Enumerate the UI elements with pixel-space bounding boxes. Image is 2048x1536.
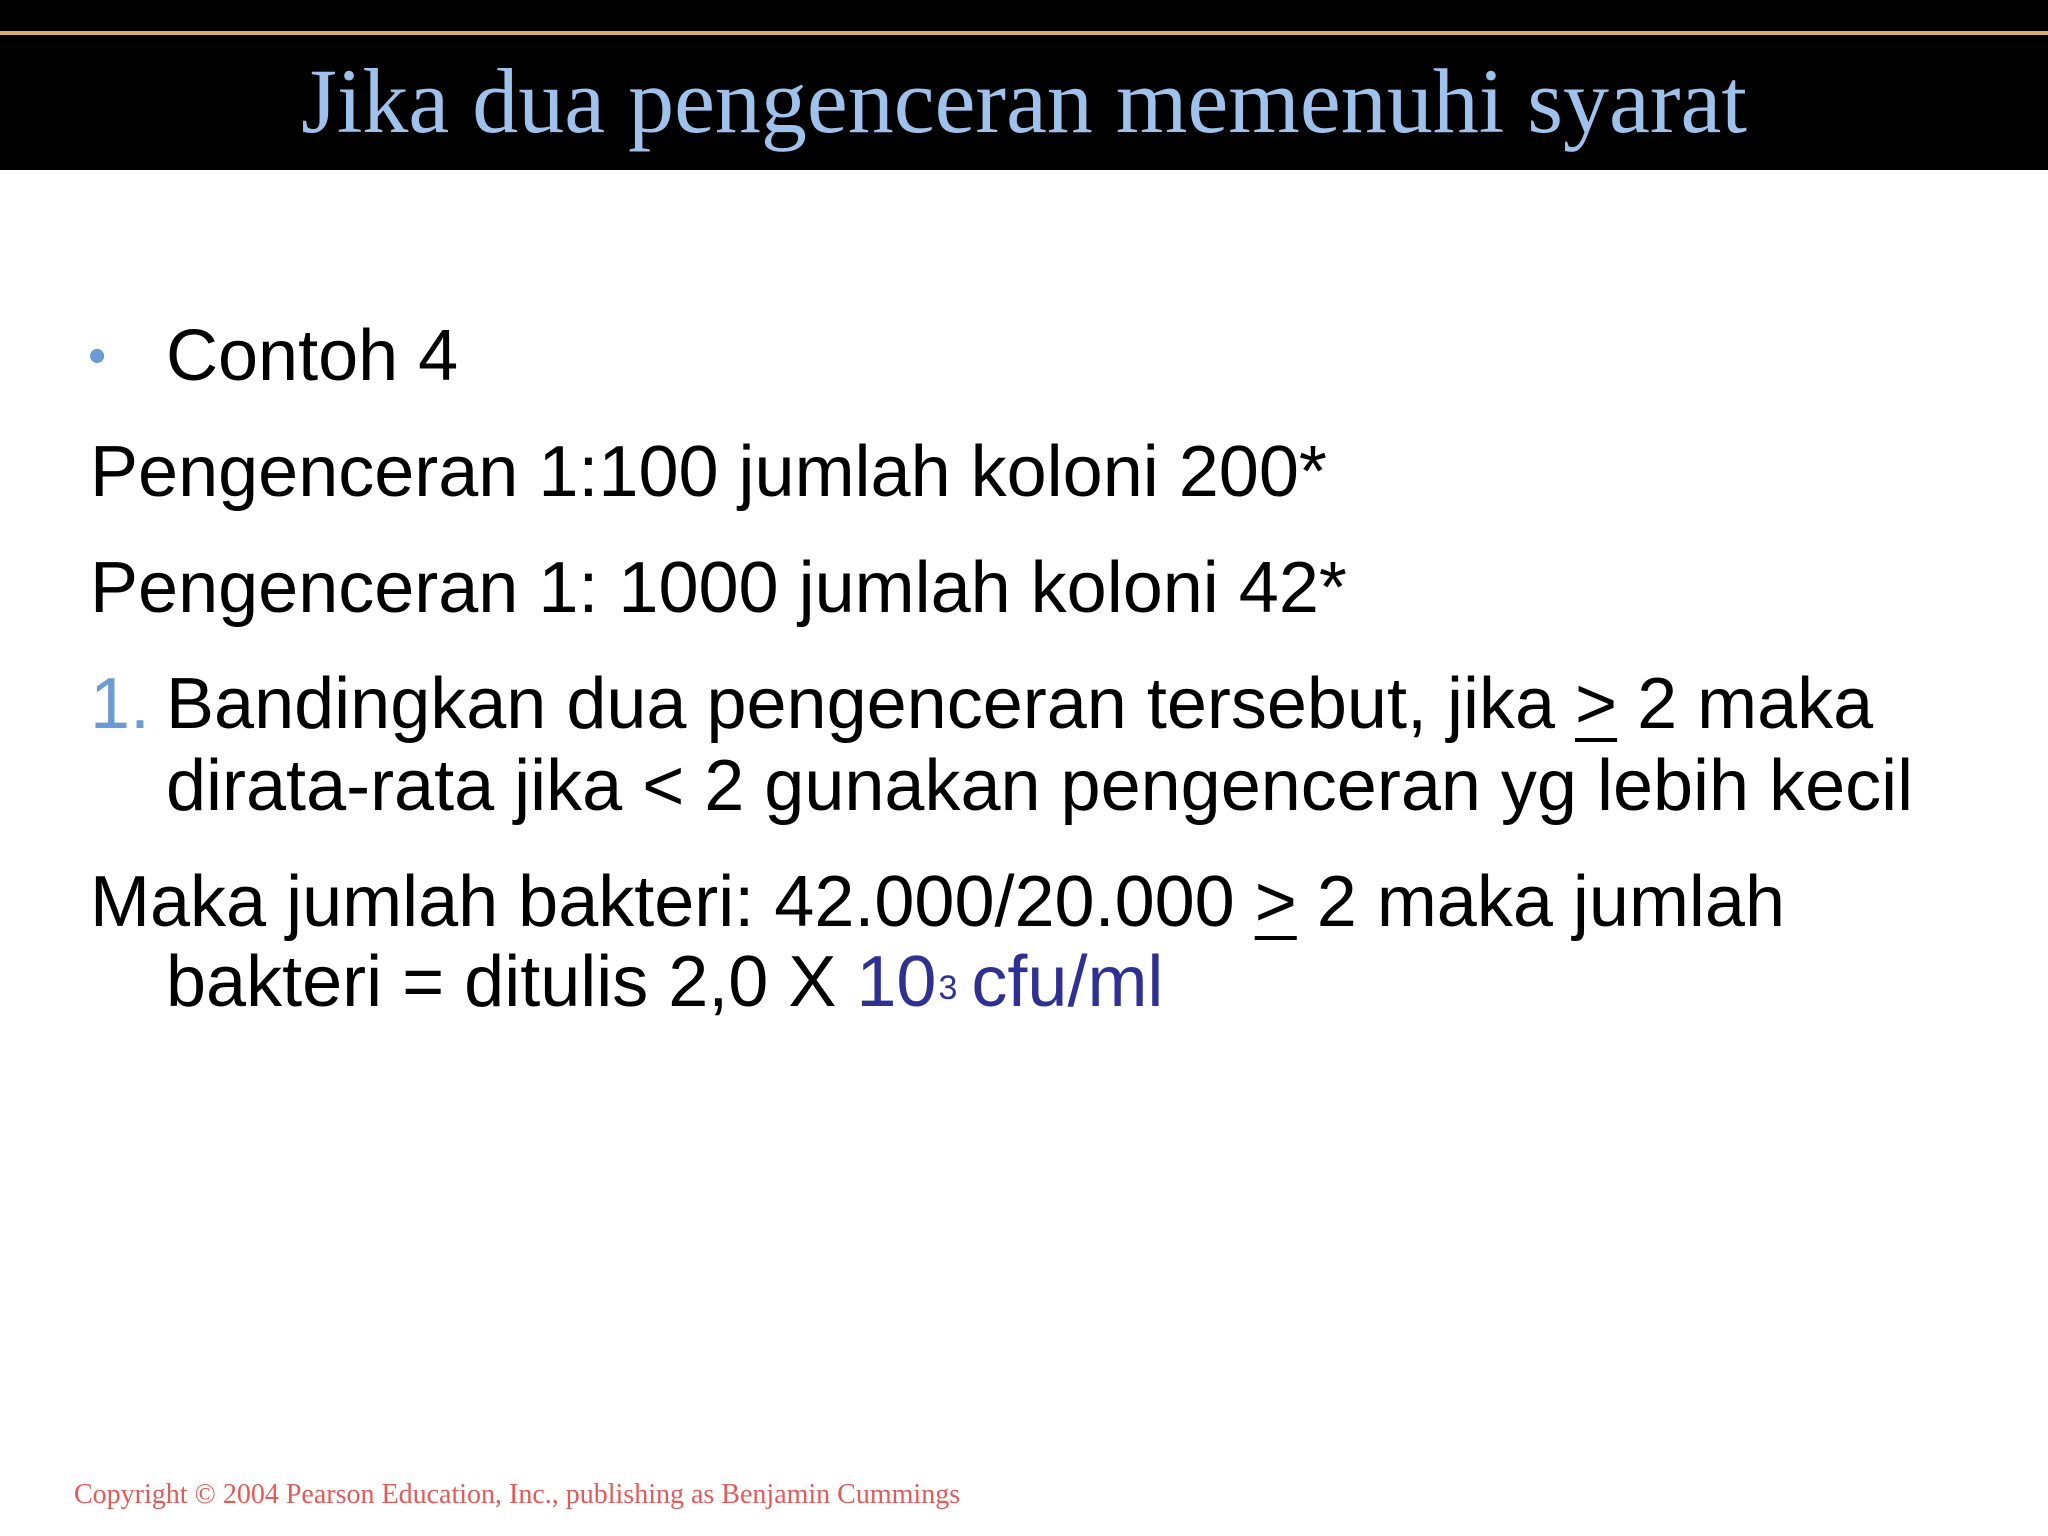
unit: cfu/ml: [971, 942, 1164, 1022]
ge-symbol: >: [1254, 862, 1297, 942]
result-text-b: 2 maka jumlah: [1296, 862, 1785, 942]
numbered-item-text-a: Bandingkan dua pengenceran tersebut, jika: [166, 664, 1576, 744]
result-text-a: Maka jumlah bakteri: 42.000/20.000: [90, 862, 1255, 942]
power-base: 10: [856, 942, 937, 1022]
ge-symbol: >: [1575, 664, 1618, 744]
result-line-2: [166, 942, 1163, 1022]
dilution-line-2: Pengenceran 1: 1000 jumlah koloni 42*: [90, 548, 1347, 628]
numbered-item-line-2: dirata-rata jika < 2 gunakan pengenceran yg lebih kecil: [166, 746, 1914, 826]
bullet-dot: •: [88, 327, 107, 385]
list-number: 1.: [90, 664, 151, 744]
copyright-notice: Copyright © 2004 Pearson Education, Inc., publishing as Benjamin Cummings: [74, 1479, 961, 1510]
result-text-c: bakteri = ditulis 2,0 X: [166, 942, 857, 1022]
numbered-item-text-b: 2 maka: [1617, 664, 1874, 744]
dilution-line-1: Pengenceran 1:100 jumlah koloni 200*: [90, 432, 1327, 512]
result-line-1: [90, 862, 1785, 942]
power-exponent: 3: [938, 969, 958, 1007]
numbered-item-line-1: [166, 664, 1873, 744]
slide-title: Jika dua pengenceran memenuhi syarat: [301, 50, 1747, 152]
bullet-item: Contoh 4: [166, 316, 459, 396]
